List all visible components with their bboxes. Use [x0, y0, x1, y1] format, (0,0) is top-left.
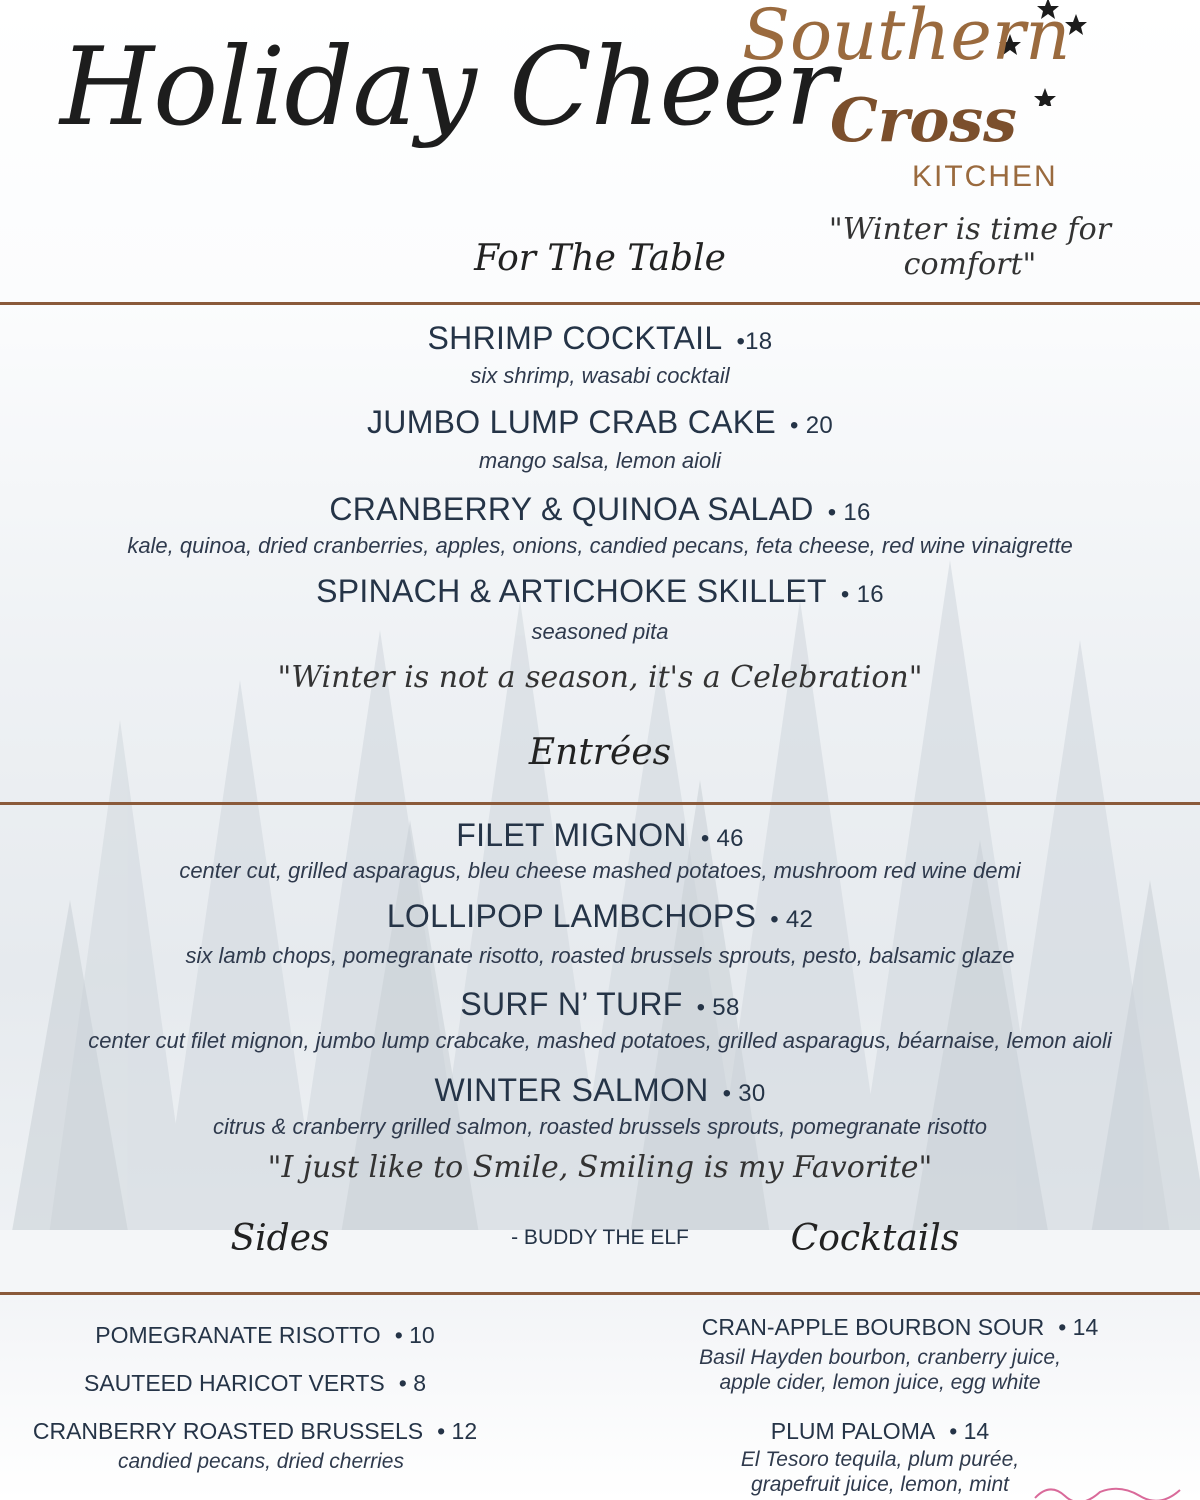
item-description: seasoned pita: [531, 619, 669, 644]
cocktail-description: El Tesoro tequila, plum purée,: [740, 1448, 1020, 1471]
item-price: • 16: [827, 499, 871, 526]
menu-item: [0, 1072, 1200, 1109]
menu-item: [0, 491, 1200, 528]
quote-celebration: "Winter is not a season, it's a Celebration": [277, 660, 923, 695]
side-price: • 10: [394, 1322, 435, 1348]
cocktail-price: • 14: [1058, 1314, 1099, 1340]
item-description: six shrimp, wasabi cocktail: [470, 363, 730, 388]
item-name: SPINACH & ARTICHOKE SKILLET: [316, 573, 827, 609]
item-name: LOLLIPOP LAMBCHOPS: [386, 898, 757, 934]
brand-logo-cross: Cross: [830, 86, 1017, 156]
cocktail-name: CRAN-APPLE BOURBON SOUR: [701, 1314, 1045, 1340]
menu-item: [0, 573, 1200, 610]
brand-tagline: "Winter is time for comfort": [828, 212, 1112, 282]
cocktail-name: PLUM PALOMA: [770, 1418, 936, 1444]
menu-item: [0, 404, 1200, 441]
item-name: JUMBO LUMP CRAB CAKE: [366, 404, 777, 440]
side-item: [0, 1322, 530, 1349]
cocktail-description: apple cider, lemon juice, egg white: [719, 1371, 1041, 1394]
menu-item: [0, 986, 1200, 1023]
section-divider: [0, 802, 1200, 805]
item-price: • 42: [770, 906, 814, 933]
side-description: candied pecans, dried cherries: [117, 1450, 404, 1473]
item-price: • 20: [790, 412, 833, 439]
menu-title: Holiday Cheer: [60, 25, 836, 150]
item-name: WINTER SALMON: [434, 1072, 709, 1108]
item-name: SHRIMP COCKTAIL: [427, 320, 723, 356]
item-price: • 30: [722, 1080, 766, 1107]
menu-item: [0, 320, 1200, 357]
item-price: • 46: [700, 825, 744, 852]
menu-item: [0, 817, 1200, 854]
item-price: •18: [736, 328, 773, 355]
item-price: • 58: [696, 994, 740, 1021]
menu-item: [0, 898, 1200, 935]
cocktail-price: • 14: [949, 1418, 990, 1444]
item-name: FILET MIGNON: [456, 817, 687, 853]
section-heading-entrees: Entrées: [528, 732, 672, 773]
quote-buddy-the-elf: "I just like to Smile, Smiling is my Favorite": [267, 1150, 933, 1185]
quote-author: - BUDDY THE ELF: [511, 1226, 689, 1249]
side-price: • 12: [437, 1418, 478, 1444]
section-heading-cocktails: Cocktails: [790, 1218, 960, 1259]
cocktail-description: Basil Hayden bourbon, cranberry juice,: [699, 1346, 1061, 1369]
section-divider: [0, 302, 1200, 305]
item-name: CRANBERRY & QUINOA SALAD: [329, 491, 814, 527]
side-item: [0, 1370, 510, 1397]
section-divider: [0, 1292, 1200, 1295]
brand-logo-southern: Southern: [742, 0, 1071, 76]
item-description: citrus & cranberry grilled salmon, roasted brussels sprouts, pomegranate risotto: [212, 1114, 987, 1139]
cocktail-item: [640, 1314, 1160, 1341]
cocktail-description: grapefruit juice, lemon, mint: [751, 1473, 1009, 1496]
item-description: mango salsa, lemon aioli: [478, 448, 722, 473]
item-price: • 16: [840, 581, 884, 608]
item-description: center cut filet mignon, jumbo lump crabcake, mashed potatoes, grilled asparagus, béarnaise, lemon aioli: [88, 1028, 1112, 1053]
item-description: six lamb chops, pomegranate risotto, roasted brussels sprouts, pesto, balsamic glaze: [185, 943, 1015, 968]
side-name: POMEGRANATE RISOTTO: [95, 1322, 381, 1348]
signature-mark: [1030, 1480, 1190, 1500]
side-name: SAUTEED HARICOT VERTS: [84, 1370, 385, 1396]
item-name: SURF N’ TURF: [460, 986, 683, 1022]
item-description: center cut, grilled asparagus, bleu cheese mashed potatoes, mushroom red wine demi: [179, 858, 1021, 883]
cocktail-item: [620, 1418, 1140, 1445]
brand-logo-kitchen: KITCHEN: [912, 160, 1058, 193]
side-price: • 8: [398, 1370, 426, 1396]
side-item: [0, 1418, 510, 1445]
side-name: CRANBERRY ROASTED BRUSSELS: [32, 1418, 424, 1444]
section-heading-for-the-table: For The Table: [474, 238, 726, 279]
section-heading-sides: Sides: [230, 1218, 330, 1259]
item-description: kale, quinoa, dried cranberries, apples, onions, candied pecans, feta cheese, red wine vinaigrette: [127, 533, 1073, 558]
